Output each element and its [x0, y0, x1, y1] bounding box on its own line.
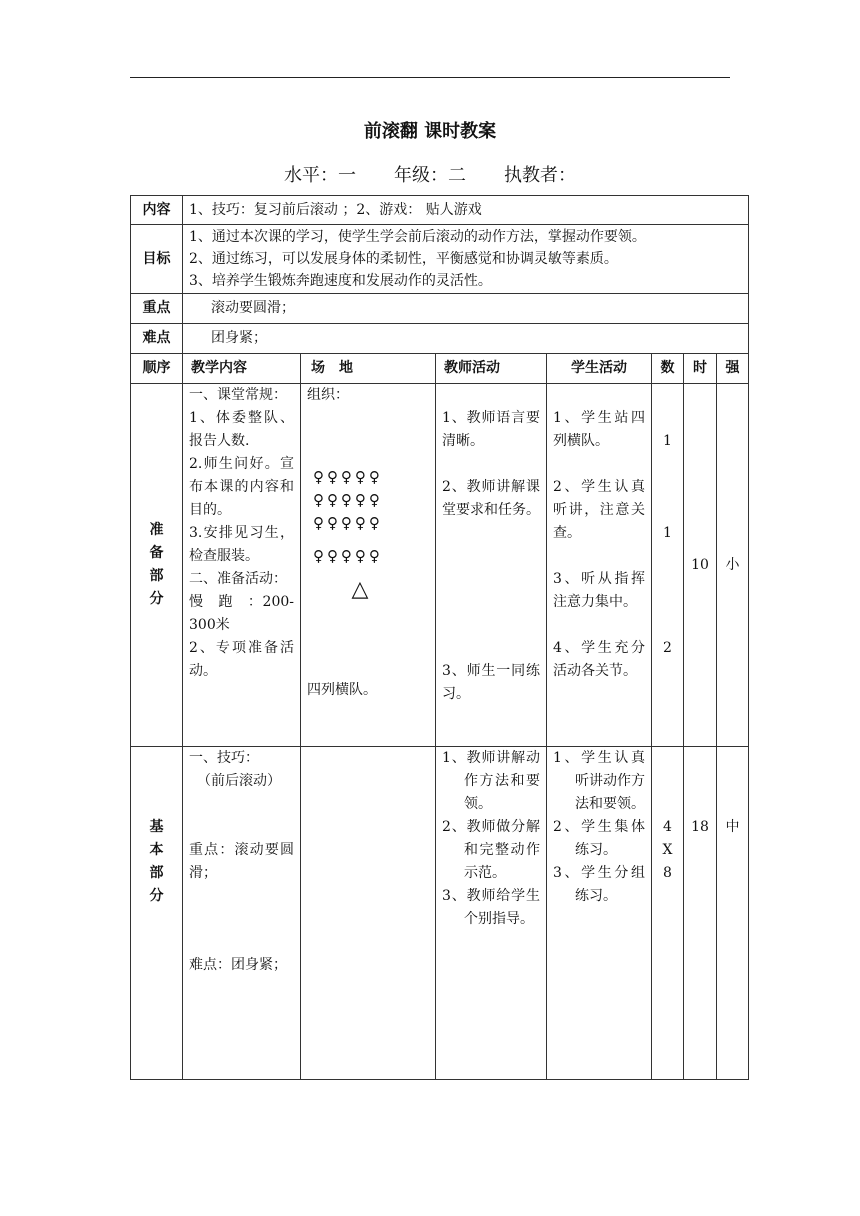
goals-row: [131, 225, 749, 294]
teacher-activity-item: 1、教师语言要清晰。: [442, 410, 540, 449]
content-row: [131, 196, 749, 225]
content-label: 内容: [131, 196, 183, 225]
basic-teacher-activity: [436, 747, 547, 1080]
student-figures-row: ♀♀♀♀♀: [313, 547, 383, 565]
basic-count: [652, 747, 684, 1080]
goals-label: 目标: [131, 225, 183, 294]
prep-time: 10: [684, 384, 717, 747]
content-line: 难点：团身紧；: [189, 957, 287, 973]
goal-line: 1、通过本次课的学习，使学生学会前后滚动的动作方法，掌握动作要领。: [189, 229, 646, 245]
student-activity-item: 2、学生集体练习。: [553, 819, 645, 858]
header-order: 顺序: [131, 354, 183, 384]
goal-line: 2、通过练习，可以发展身体的柔韧性，平衡感觉和协调灵敏等素质。: [189, 251, 618, 267]
basic-student-activity: [547, 747, 652, 1080]
prep-intensity: 小: [717, 384, 749, 747]
student-figures-row: ♀♀♀♀♀: [313, 468, 383, 486]
content-line: 3.安排见习生，检查服装。: [189, 525, 294, 564]
key-point-value: 滚动要圆滑；: [183, 294, 749, 324]
student-activity-item: 2、学生认真听讲，注意关查。: [553, 479, 645, 541]
header-teacher: 教师活动: [436, 354, 547, 384]
teacher-activity-item: 2、教师做分解和完整动作示范。: [442, 819, 540, 881]
teacher-activity-item: 1、教师讲解动作方法和要领。: [442, 750, 540, 812]
difficulty-row: [131, 324, 749, 354]
formation-label: 四列横队。: [307, 682, 377, 698]
basic-time: 18: [684, 747, 717, 1080]
column-header-row: [131, 354, 749, 384]
prep-section-label: 准 备 部 分: [131, 384, 183, 747]
prep-venue: [301, 384, 436, 747]
count-value: 4: [663, 819, 672, 835]
student-activity-item: 1、学生认真听讲动作方法和要领。: [553, 750, 645, 812]
level-text: 水平：一: [284, 165, 356, 186]
prep-count: [652, 384, 684, 747]
header-venue: 场 地: [301, 354, 436, 384]
basic-intensity: 中: [717, 747, 749, 1080]
teacher-text: 执教者：: [504, 165, 576, 186]
prep-content: [183, 384, 301, 747]
basic-venue: [301, 747, 436, 1080]
count-value: 1: [663, 525, 672, 541]
student-figures-row: ♀♀♀♀♀: [313, 491, 383, 509]
content-line: 二、准备活动：: [189, 571, 287, 587]
student-figures-row: ♀♀♀♀♀: [313, 514, 383, 532]
content-line: 慢 跑 ：200-300米: [189, 594, 294, 633]
student-activity-item: 4、学生充分活动各关节。: [553, 640, 645, 679]
header-student: 学生活动: [547, 354, 652, 384]
count-value: X: [662, 842, 673, 858]
basic-content: [183, 747, 301, 1080]
key-point-label: 重点: [131, 294, 183, 324]
content-line: （前后滚动）: [197, 773, 281, 789]
header-rule: [130, 77, 730, 78]
difficulty-label: 难点: [131, 324, 183, 354]
content-line: 2.师生问好。宣布本课的内容和目的。: [189, 456, 294, 518]
content-line: 1、体委整队、报告人数.: [189, 410, 294, 449]
header-content: 教学内容: [183, 354, 301, 384]
goal-line: 3、培养学生锻炼奔跑速度和发展动作的灵活性。: [189, 273, 492, 289]
student-activity-item: 1、学生站四列横队。: [553, 410, 645, 449]
count-value: 8: [663, 865, 672, 881]
prep-student-activity: [547, 384, 652, 747]
student-activity-item: 3、听从指挥注意力集中。: [553, 571, 645, 610]
key-point-row: [131, 294, 749, 324]
teacher-activity-item: 3、教师给学生个别指导。: [442, 888, 540, 927]
grade-text: 年级：二: [394, 165, 466, 186]
org-label: 组织：: [307, 387, 349, 403]
document-title: 前滚翻 课时教案: [363, 121, 497, 142]
teacher-activity-item: 3、师生一同练习。: [442, 663, 540, 702]
student-activity-item: 3、学生分组练习。: [553, 865, 645, 904]
header-count: 数: [652, 354, 684, 384]
prep-teacher-activity: [436, 384, 547, 747]
teacher-activity-item: 2、教师讲解课堂要求和任务。: [442, 479, 540, 518]
count-value: 1: [663, 433, 672, 449]
goals-value: [183, 225, 749, 294]
lesson-plan-table: [130, 195, 749, 1080]
count-value: 2: [663, 640, 672, 656]
basic-row: [131, 747, 749, 1080]
basic-section-label: 基 本 部 分: [131, 747, 183, 1080]
content-line: 2、专项准备活动。: [189, 640, 294, 679]
teacher-triangle-icon: △: [351, 577, 369, 602]
header-intensity: 强: [717, 354, 749, 384]
content-line: 重点：滚动要圆滑；: [189, 842, 294, 881]
prep-row: [131, 384, 749, 747]
difficulty-value: 团身紧；: [183, 324, 749, 354]
content-line: 一、课堂常规：: [189, 387, 287, 403]
header-time: 时: [684, 354, 717, 384]
content-line: 一、技巧：: [189, 750, 259, 766]
document-subtitle: [0, 161, 860, 187]
content-value: 1、技巧：复习前后滚动 ；2、游戏： 贴人游戏: [183, 196, 749, 225]
student-formation: [307, 466, 429, 568]
